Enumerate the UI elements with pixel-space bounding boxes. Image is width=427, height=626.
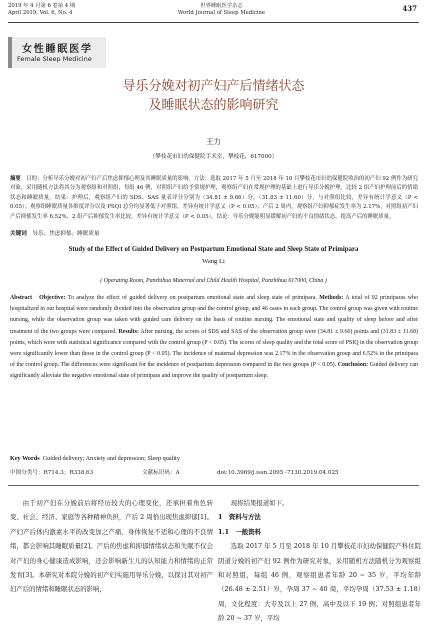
article-title-line2: 及睡眠状态的影响研究 [148,98,279,113]
journal-cn: 世界睡眠医学杂志 [200,3,243,9]
keywords-en-label: Key Words [10,455,40,462]
keywords-en [10,455,418,463]
page-number: 437 [402,4,417,13]
issue-info [8,3,75,17]
affiliation-cn: （攀枝花市妇幼保健院手术室，攀枝花，617000） [149,154,278,160]
subsection-heading: 1.1 一般资料 [218,527,262,536]
intro-closing: 现将结果报道如下。 [230,499,289,507]
conclusion-label: Conclusion: [337,362,369,369]
clc-number: 中图分类号：R714.3；R338.63 [10,470,94,476]
abstract-cn [10,175,418,222]
author-cn: 王力 [206,137,221,146]
doi: doi:10.3969/j.issn.2095 -7130.2019.04.025 [217,470,339,476]
document-code: 文献标识码：A [142,470,180,476]
keywords-cn [10,230,418,239]
author-en: Wang Li [202,258,225,265]
abstract-cn-label: 摘要 [10,176,21,182]
conclusion-text: Guided delivery can significantly alleviate the negative emotional state of primipara and improve the quality of postpartum sleep. [10,362,419,380]
section-banner [8,37,106,68]
abstract-cn-text: 目的：分析导乐分娩对初产妇产后焦虑抑郁心理及其睡眠质量的影响。方法：选取 2017 年 5 月至 2018 年 10 月攀枝花市妇幼保健院收治的初产妇 92 例作为研究对象，采用随机方法将其分为观察组和对照组，每组 46 例，对照组产妇给予常规护理，观察组产妇在常规护理的基础上进行导乐分娩护理，比较 2 组产妇护理前后的情绪状态和睡眠质量。结果：护理后，观察组产妇的 SDS、SAS 量表评分分别为（34.81 ± 9.66）分，（31.83 ± 11.60）分，与对照组比较，差异有统计学意义（P < 0.05）；观察组睡眠质量各维度评分以及 PSQI 总分均显著低于对照组，差异有统计学意义（P < 0.05）；产后 2 周内，观察组产妇抑郁症发生率为 2.17%，对照组初产妇产后抑郁发生率 6.52%，2 组产后抑郁发生率比较，差异有统计学意义（P < 0.05）。结论：导乐分娩能明显缓解初产妇的不良情绪状态，提高产后的睡眠质量。 [10,176,418,220]
journal-name [158,3,285,17]
objective-label: Objective: [39,295,66,301]
keywords-cn-label: 关键词 [10,231,27,237]
keywords-cn-text: 导乐；焦虑抑郁；睡眠质量 [32,231,100,237]
journal-en: World Journal of Sleep Medicine [177,10,266,16]
issue-en: April 2019, Vol. 6, No. 4 [8,10,73,16]
section-title-cn: 女性睡眠医学 [22,44,93,55]
article-title-en: Study of the Effect of Guided Delivery on Postpartum Emotional State and Sleep State of Primipara [68,246,359,253]
objective-text: To analyze the effect of guided delivery on postpartum emotional state and sleep state of primipara. [67,295,317,301]
abstract-en-label: Abstract [10,295,33,301]
body-column-left [10,496,213,597]
results-label: Results: [118,328,139,335]
methods-label: Methods: [319,295,344,301]
abstract-en [10,293,418,383]
keywords-en-text: Guided delivery; Anxiety and depression; Sleep quality [42,455,180,462]
article-title-line1: 导乐分娩对初产妇产后情绪状态 [122,79,305,94]
intro-paragraph: 由于初产妇在分娩前后将经历较大的心理变化，还承担着角色转变、社会、经济、家庭等各种精神负担，产后 2 周恰出现焦虑抑郁[1]。产妇产后体内激素水平的改变加之产痛、身体恢复不适和心理的不良情绪，都会影响其睡眠质量[2]。产后的焦虑和抑郁情绪状态和失眠不仅会对产妇的身心健康造成影响，还会影响新生儿的认知能力和情绪的正常发育[3]。本研究对本院分娩的初产妇实施用导乐分娩，以探讨其对初产妇产后的情绪和睡眠状态的影响， [10,499,213,594]
methods-text: A total of 92 primiparas who hospitalized in our hospital were randomly divided into the observation group and the control group, and 46 cases in each group. The control group was given with routine nursing, while the observation group was taken with guided care delivery on the basis of routine nursing. The emotional state and quality of sleep before and after treatment of the two groups were compared. [10,295,418,335]
metadata-divider [8,485,419,486]
materials-paragraph: 选取 2017 年 5 月至 2018 年 10 月攀枝花市妇幼保健院产科住院阴道分娩的初产妇 92 例作为研究对象，采用随机方法随机分为观察组和对照组，每组 46 例，观察组患者年龄 20 ~ 35 岁，平均年龄（26.48 ± 2.51）岁，孕周 37 ~ 40 周，平均孕周（37.53 ± 1.18）周，文化程度：大专及以上 27 例，高中及以下 19 例；对照组患者年龄 20 ~ 37 岁，平均 [218,542,421,623]
header-divider [8,22,419,23]
results-text: After nursing, the scores of SDS and SAS of the observation group were (34.81 ± 9.66) points and (31.83 ± 11.60) points, which were with statistical significance compared with the control group (P < 0.05). The scores of sleep quality and the total score of PSIQ in the observation group were significantly lower than those in the control group (P < 0.05). The incidence of maternal depression was 2.17% in the observation group and 6.52% in the primipara of the control group. The differences were significant for the incidence of postpartum depression compared in the two groups (P < 0.05). [10,328,419,369]
section-title-en: Female Sleep Medicine [17,55,92,63]
affiliation-en: ( Operating Room, Panzhihua Maternal and Child Health Hospital, Panzhihua 617000, China ) [100,278,327,284]
issue-cn: 2019 年 4 月第 6 卷第 4 期 [8,3,76,9]
body-column-right [218,496,421,626]
section-heading: 1 资料与方法 [218,513,261,522]
